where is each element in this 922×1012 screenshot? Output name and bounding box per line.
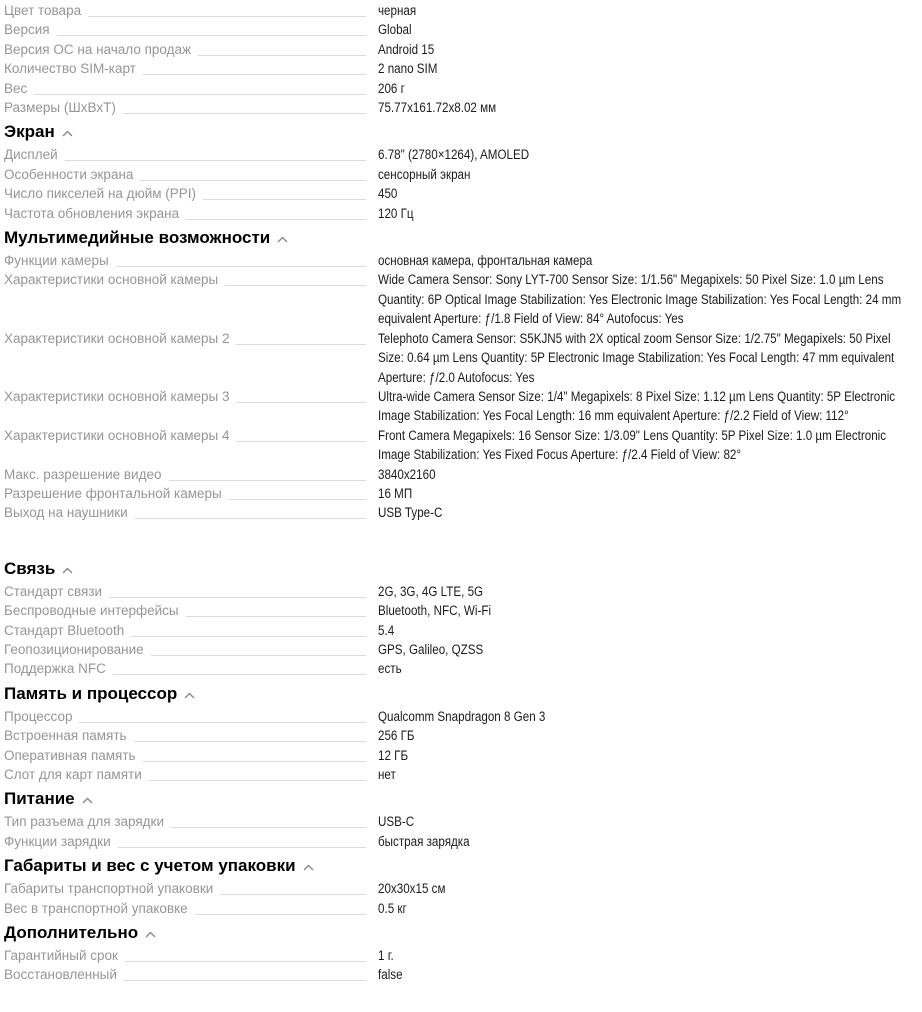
spec-value: Android 15	[378, 41, 435, 57]
leader-line	[140, 165, 366, 181]
section-rows	[4, 707, 916, 785]
spec-row	[4, 726, 916, 745]
chevron-up-icon	[145, 931, 156, 938]
spec-row-left	[4, 20, 378, 39]
spec-label: Восстановленный	[4, 967, 117, 983]
spec-value: Front Camera Megapixels: 16 Sensor Size: 1/3.09" Lens Quantity: 5P Pixel Size: 1.0 µm Electronic Image Stabilization: Yes Fixed Focus Aperture: ƒ/2.4 Field of View: 82°	[378, 427, 887, 463]
spec-row	[4, 640, 916, 659]
section-rows	[4, 1, 916, 117]
spec-value: 12 ГБ	[378, 747, 409, 763]
spec-row	[4, 79, 916, 98]
section-header[interactable]	[4, 787, 916, 811]
spec-row-left	[4, 387, 378, 406]
leader-line	[79, 707, 366, 723]
leader-line	[195, 899, 366, 915]
spec-row-left	[4, 484, 378, 503]
spec-row	[4, 879, 916, 898]
spec-value: false	[378, 967, 403, 983]
spec-row	[4, 582, 916, 601]
spec-label: Выход на наушники	[4, 505, 128, 521]
spec-row-left	[4, 659, 378, 678]
spec-section	[4, 557, 916, 679]
section-rows	[4, 251, 916, 523]
spec-value: 3840x2160	[378, 466, 436, 482]
chevron-up-icon	[303, 864, 314, 871]
spec-row	[4, 601, 916, 620]
spec-label: Число пикселей на дюйм (PPI)	[4, 186, 197, 202]
spec-row	[4, 707, 916, 726]
spec-row	[4, 251, 916, 270]
spec-value: USB-C	[378, 814, 415, 830]
spec-label: Дисплей	[4, 147, 58, 163]
spec-row	[4, 426, 916, 465]
spec-value: 2G, 3G, 4G LTE, 5G	[378, 583, 484, 599]
spec-row	[4, 329, 916, 387]
spec-row-left	[4, 582, 378, 601]
leader-line	[124, 965, 366, 981]
spec-label: Характеристики основной камеры 2	[4, 330, 230, 346]
section-title: Дополнительно	[4, 923, 139, 943]
leader-line	[143, 59, 366, 75]
spec-label: Разрешение фронтальной камеры	[4, 485, 222, 501]
spec-value: Qualcomm Snapdragon 8 Gen 3	[378, 708, 546, 724]
spec-label: Габариты транспортной упаковки	[4, 881, 214, 897]
spec-label: Стандарт связи	[4, 583, 103, 599]
leader-line	[113, 659, 366, 675]
spec-row-left	[4, 465, 378, 484]
spec-section	[4, 226, 916, 523]
section-title: Мультимедийные возможности	[4, 228, 271, 248]
leader-line	[171, 812, 366, 828]
section-rows	[4, 145, 916, 223]
spec-row	[4, 765, 916, 784]
spec-label: Функции зарядки	[4, 833, 111, 849]
spec-value: сенсорный экран	[378, 166, 471, 182]
leader-line	[109, 582, 366, 598]
spec-row-left	[4, 707, 378, 726]
leader-line	[88, 1, 366, 17]
spec-label: Процессор	[4, 708, 73, 724]
chevron-up-icon	[277, 236, 288, 243]
spec-row-left	[4, 899, 378, 918]
spec-row	[4, 746, 916, 765]
spec-value: 256 ГБ	[378, 728, 415, 744]
spec-row	[4, 165, 916, 184]
spec-label: Версия	[4, 22, 50, 38]
spec-label: Слот для карт памяти	[4, 767, 142, 782]
spec-label: Количество SIM-карт	[4, 61, 136, 77]
spec-section	[4, 120, 916, 223]
section-rows	[4, 879, 916, 918]
chevron-up-icon	[62, 567, 73, 574]
leader-line	[125, 946, 366, 962]
spec-value: 16 МП	[378, 485, 413, 501]
chevron-up-icon	[184, 692, 195, 699]
spec-row	[4, 946, 916, 965]
spec-row	[4, 270, 916, 328]
spec-row	[4, 659, 916, 678]
leader-line	[236, 329, 366, 345]
leader-line	[135, 503, 366, 519]
spec-section	[4, 682, 916, 785]
spec-row-left	[4, 98, 378, 117]
spec-value: 0.5 кг	[378, 900, 407, 916]
spec-value: нет	[378, 767, 396, 782]
leader-line	[236, 426, 366, 442]
spec-value: Global	[378, 22, 412, 38]
leader-line	[143, 746, 366, 762]
leader-line	[169, 465, 367, 481]
spec-row	[4, 98, 916, 117]
spec-row-left	[4, 832, 378, 851]
spec-section	[4, 787, 916, 851]
spec-row	[4, 387, 916, 426]
spec-row-left	[4, 204, 378, 223]
spec-row-left	[4, 726, 378, 745]
section-title: Габариты и вес с учетом упаковки	[4, 856, 296, 876]
spec-row	[4, 832, 916, 851]
leader-line	[229, 484, 366, 500]
section-rows	[4, 812, 916, 851]
spec-row-left	[4, 79, 378, 98]
spec-row	[4, 40, 916, 59]
spec-value: 2 nano SIM	[378, 61, 438, 77]
section-title: Связь	[4, 558, 56, 578]
spec-section	[4, 1, 916, 117]
spec-label: Оперативная память	[4, 747, 136, 763]
spec-row-left	[4, 40, 378, 59]
section-header[interactable]	[4, 226, 916, 250]
spec-label: Особенности экрана	[4, 166, 134, 182]
leader-line	[57, 20, 366, 36]
section-header[interactable]	[4, 682, 916, 706]
spec-row-left	[4, 503, 378, 522]
spec-row	[4, 965, 916, 984]
spec-value: GPS, Galileo, QZSS	[378, 641, 484, 657]
leader-line	[118, 832, 366, 848]
leader-line	[123, 98, 366, 114]
section-rows	[4, 582, 916, 679]
spec-value: 120 Гц	[378, 205, 414, 221]
spec-label: Беспроводные интерфейсы	[4, 603, 179, 619]
spec-label: Макс. разрешение видео	[4, 466, 162, 482]
section-header[interactable]	[4, 854, 916, 878]
leader-line	[65, 145, 366, 161]
section-title: Экран	[4, 122, 55, 142]
spec-row-left	[4, 601, 378, 620]
spec-value: быстрая зарядка	[378, 833, 470, 849]
spec-row-left	[4, 621, 378, 640]
leader-line	[116, 251, 366, 267]
spec-value: 75.77x161.72x8.02 мм	[378, 100, 497, 116]
spec-row-left	[4, 765, 378, 784]
spec-label: Версия ОС на начало продаж	[4, 41, 192, 57]
spec-value: 20x30x15 см	[378, 881, 446, 897]
spec-row-left	[4, 965, 378, 984]
spec-row-left	[4, 879, 378, 898]
spec-row	[4, 621, 916, 640]
spec-row	[4, 1, 916, 20]
section-header[interactable]	[4, 557, 916, 581]
spec-row	[4, 59, 916, 78]
chevron-up-icon	[82, 797, 93, 804]
spec-value: Ultra-wide Camera Sensor Size: 1/4" Megapixels: 8 Pixel Size: 1.12 µm Lens Quantity: 5P Electronic Image Stabilization: Yes Focal Length: 16 mm equivalent Aperture: ƒ/2.2 Field of View: 112°	[378, 388, 896, 424]
spec-value: Bluetooth, NFC, Wi-Fi	[378, 603, 492, 619]
spec-label: Вес в транспортной упаковке	[4, 900, 188, 916]
leader-line	[34, 79, 366, 95]
spec-label: Встроенная память	[4, 728, 127, 744]
spec-section	[4, 921, 916, 985]
leader-line	[198, 40, 366, 56]
spec-value: есть	[378, 661, 402, 677]
spec-value: 450	[378, 186, 398, 202]
spec-row-left	[4, 1, 378, 20]
spec-row	[4, 503, 916, 522]
spec-label: Гарантийный срок	[4, 948, 118, 964]
chevron-up-icon	[62, 130, 73, 137]
spec-label: Частота обновления экрана	[4, 205, 180, 221]
spec-row	[4, 184, 916, 203]
spec-label: Поддержка NFC	[4, 661, 106, 677]
spec-label: Характеристики основной камеры 3	[4, 388, 230, 404]
section-title: Память и процессор	[4, 683, 178, 703]
leader-line	[131, 621, 366, 637]
section-header[interactable]	[4, 120, 916, 144]
leader-line	[220, 879, 366, 895]
spec-row	[4, 145, 916, 164]
spec-value: 206 г	[378, 80, 405, 96]
leader-line	[225, 270, 366, 286]
spec-value: основная камера, фронтальная камера	[378, 253, 593, 269]
section-header[interactable]	[4, 921, 916, 945]
spec-row-left	[4, 426, 378, 445]
spec-row-left	[4, 329, 378, 348]
spec-label: Функции камеры	[4, 253, 109, 269]
spec-row-left	[4, 812, 378, 831]
spec-row-left	[4, 270, 378, 289]
spec-value: 6.78" (2780×1264), AMOLED	[378, 147, 530, 163]
leader-line	[186, 204, 366, 220]
spec-value: Wide Camera Sensor: Sony LYT-700 Sensor Size: 1/1.56" Megapixels: 50 Pixel Size: 1.0 µm Lens Quantity: 6P Optical Image Stabilization: Yes Electronic Image Stabilization: Yes Focal Length: 24 mm equivalent Aperture: ƒ/1.8 Field of View: 84° Autofocus: Yes	[378, 272, 902, 327]
spec-row	[4, 20, 916, 39]
spec-value: 5.4	[378, 622, 395, 638]
spec-row	[4, 812, 916, 831]
spec-label: Тип разъема для зарядки	[4, 814, 165, 830]
spec-row	[4, 484, 916, 503]
leader-line	[203, 184, 366, 200]
section-rows	[4, 946, 916, 985]
spec-label: Цвет товара	[4, 3, 82, 18]
spec-label: Характеристики основной камеры	[4, 272, 219, 288]
spec-row-left	[4, 145, 378, 164]
spec-section	[4, 854, 916, 918]
section-title: Питание	[4, 789, 75, 809]
spec-label: Размеры (ШхВхТ)	[4, 100, 116, 116]
spec-row-left	[4, 59, 378, 78]
leader-line	[134, 726, 366, 742]
spec-label: Вес	[4, 80, 28, 96]
spec-row	[4, 465, 916, 484]
spec-row-left	[4, 184, 378, 203]
spec-label: Стандарт Bluetooth	[4, 622, 125, 638]
spec-row	[4, 204, 916, 223]
spec-row-left	[4, 251, 378, 270]
spec-row	[4, 899, 916, 918]
spec-row-left	[4, 165, 378, 184]
leader-line	[186, 601, 366, 617]
leader-line	[236, 387, 366, 403]
spec-label: Геопозиционирование	[4, 641, 144, 657]
leader-line	[149, 765, 366, 781]
spec-row-left	[4, 946, 378, 965]
spec-row-left	[4, 746, 378, 765]
spec-value: черная	[378, 3, 417, 18]
spec-row-left	[4, 640, 378, 659]
leader-line	[151, 640, 366, 656]
spec-value: USB Type-C	[378, 505, 443, 521]
spec-value: Telephoto Camera Sensor: S5KJN5 with 2X optical zoom Sensor Size: 1/2.75" Megapixels: 50 Pixel Size: 0.64 µm Lens Quantity: 5P Electronic Image Stabilization: Yes Focal Length: 47 mm equivalent Aperture: ƒ/2.0 Autofocus: Yes	[378, 330, 895, 385]
spec-label: Характеристики основной камеры 4	[4, 427, 230, 443]
spec-value: 1 г.	[378, 948, 394, 964]
